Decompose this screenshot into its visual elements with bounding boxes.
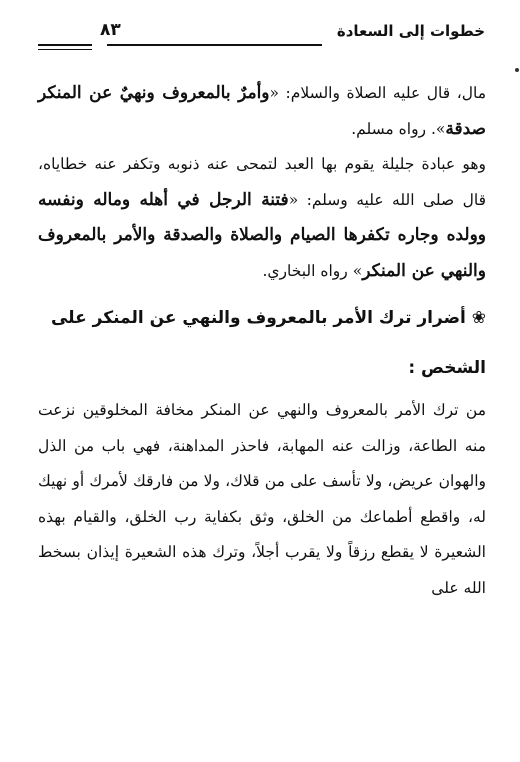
text: مال، قال عليه الصلاة والسلام: « — [269, 84, 486, 102]
margin-mark — [515, 68, 519, 72]
page-body — [38, 76, 486, 606]
flower-bullet-icon: ❀ — [465, 308, 486, 328]
paragraph-hadith-bukhari — [38, 147, 486, 289]
paragraph-hadith-muslim — [38, 76, 486, 147]
page-number: ٨٣ — [100, 20, 121, 40]
hadith-quote: وأمرٌ بالمعروف ونهيٌ عن المنكر صدقة — [38, 83, 486, 139]
section-heading-line2: الشخص : — [408, 358, 486, 378]
section-heading — [38, 297, 486, 339]
text: » رواه البخاري. — [262, 261, 363, 280]
section-heading-line1: أضرار ترك الأمر بالمعروف والنهي عن المنكر على — [50, 308, 466, 328]
paragraph-body: من ترك الأمر بالمعروف والنهي عن المنكر مخافة المخلوقين نزعت منه الطاعة، وزالت عنه المهابة، فاحذر المداهنة، فهي باب من الذل والهوان عريض، ولا تأسف على من قلاك، ولا من فارقك لأمرك أو نهيك له، واقطع أطماعك من الخلق، وثق بكفاية رب الخلق، والقيام بهذه الشعيرة لا يقطع رزقاً ولا يقرب أجلاً، وترك هذه الشعيرة إيذان بسخط الله على — [38, 401, 486, 597]
header-rule-left-lower — [38, 49, 92, 50]
header-rule-left — [38, 44, 92, 46]
text: ». رواه مسلم. — [351, 119, 446, 138]
header-rule-right — [107, 44, 322, 46]
page-header — [38, 22, 485, 52]
section-heading-cont — [38, 347, 486, 389]
running-title: خطوات إلى السعادة — [336, 22, 485, 40]
hadith-quote: فتنة الرجل في أهله وماله ونفسه وولده وجاره تكفرها الصيام والصلاة والصدقة والأمر بالمعروف والنهي عن المنكر — [38, 189, 486, 281]
text: وهو عبادة جليلة يقوم بها العبد لتمحى عنه ذنوبه وتكفر عنه خطاياه، قال صلى الله عليه وسلم: « — [38, 155, 486, 209]
